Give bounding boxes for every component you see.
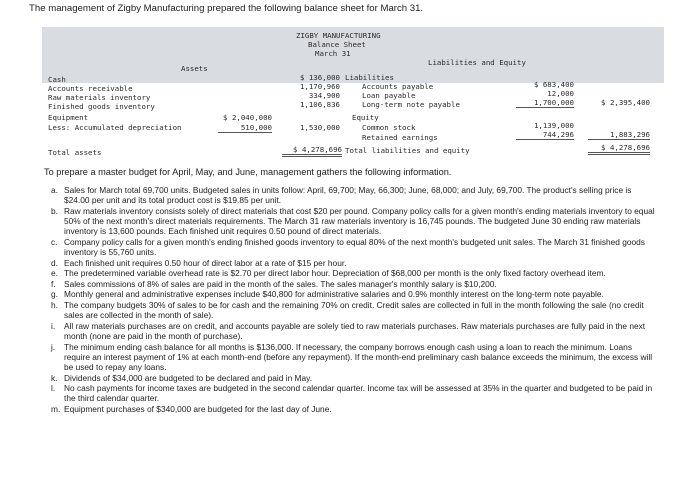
list-item — [51, 237, 655, 257]
equity-amount: 1,139,000 — [533, 121, 574, 130]
asset-amount: 1,530,000 — [299, 123, 340, 132]
item-text: The company budgets 30% of sales to be for cash and the remaining 70% on credit. Credit sales are collected in full in the month following the sale (no credit sales are collected in the month of sale). — [64, 299, 644, 321]
asset-amount: 1,106,836 — [299, 100, 340, 109]
budget-intro: To prepare a master budget for April, May, and June, management gathers the following information. — [44, 167, 452, 177]
total-liabilities-amount: $ 2,395,400 — [601, 98, 650, 107]
liability-amount: $ 683,400 — [533, 80, 574, 89]
asset-label: Finished goods inventory — [48, 102, 155, 111]
item-label: c. — [51, 236, 58, 247]
list-item — [51, 373, 655, 383]
item-text: Sales for March total 69,700 units. Budgeted sales in units follow: April, 69,700; May, 66,300; June, 68,000; and July, 69,700. The product's selling price is $24.00 per unit and its total product cost is $19.85 per unit. — [64, 185, 632, 206]
total-assets-label: Total assets — [48, 148, 102, 157]
company-name: ZIGBY MANUFACTURING — [296, 31, 381, 40]
total-le-label: Total liabilities and equity — [345, 146, 470, 155]
item-label: k. — [51, 372, 58, 383]
liability-amount: 12,000 — [547, 89, 574, 98]
asset-label: Raw materials inventory — [48, 93, 151, 102]
equity-item-label: Retained earnings — [362, 133, 438, 142]
sheet-date: March 31 — [315, 49, 351, 58]
item-label: l. — [51, 383, 56, 394]
item-text: Sales commissions of 8% of sales are paid in the month of the sales. The sales manager's monthly salary is $10,200. — [64, 278, 497, 289]
list-item — [51, 279, 655, 289]
item-text: Each finished unit requires 0.50 hour of direct labor at a rate of $15 per hour. — [64, 257, 347, 268]
item-label: e. — [51, 268, 58, 279]
liability-label: Loan payable — [362, 91, 416, 100]
item-label: m. — [51, 403, 61, 414]
budget-info-list — [51, 185, 655, 415]
asset-amount: 1,170,960 — [299, 82, 340, 91]
liability-label: Long-term note payable — [362, 100, 460, 109]
item-text: Raw materials inventory consists solely of direct materials that cost $20 per pound. Company policy calls for a given month's ending materials inventory to equal 50% of the next month's direct materials requirements. The March 31 raw materials inventory is 16,745 pounds. The budgeted June 30 ending raw materials inventory is 13,600 pounds. Each finished unit requires 0.50 pound of direct materials. — [64, 205, 655, 237]
asset-label: Accounts receivable — [48, 84, 133, 93]
list-item — [51, 342, 655, 373]
item-label: d. — [51, 257, 58, 268]
equipment-amount: $ 2,040,000 — [223, 113, 272, 122]
liability-amount: 1,700,000 — [516, 98, 574, 108]
equity-amount: 744,296 — [516, 130, 574, 140]
item-label: b. — [51, 205, 58, 216]
liabilities-label: Liabilities — [345, 73, 394, 82]
item-label: h. — [51, 299, 58, 310]
item-text: Monthly general and administrative expenses include $40,800 for administrative salaries and 0.9% monthly interest on the long-term note payable. — [64, 289, 604, 300]
list-item — [51, 383, 655, 403]
list-item — [51, 268, 655, 278]
sheet-subtitle: Balance Sheet — [308, 40, 366, 49]
item-text: Equipment purchases of $340,000 are budgeted for the last day of June. — [64, 403, 332, 414]
liability-label: Accounts payable — [362, 82, 434, 91]
item-text: All raw materials purchases are on credit, and accounts payable are solely tied to raw materials purchases. Raw materials purchases are fully paid in the next month (none are paid in the month of purchase). — [64, 320, 646, 341]
total-le-amount: $ 4,278,696 — [588, 143, 650, 155]
equity-label: Equity — [352, 113, 379, 122]
item-label: j. — [51, 341, 56, 352]
balance-sheet — [42, 27, 664, 161]
item-text: The minimum ending cash balance for all months is $136,000. If necessary, the company borrows enough cash using a loan to reach the minimum. Loans require an interest payment of 1% at each month-end (before any repayment). If the month-end preliminary cash balance exceeds the minimum, the excess will be used to repay any loans. — [64, 341, 653, 372]
list-item — [51, 258, 655, 268]
list-item — [51, 289, 655, 299]
intro-text: The management of Zigby Manufacturing prepared the following balance sheet for March 31. — [29, 3, 424, 14]
item-label: g. — [51, 289, 58, 300]
equity-item-label: Common stock — [362, 123, 416, 132]
list-item — [51, 185, 655, 205]
accum-depr-amount: 510,000 — [218, 123, 272, 133]
item-label: f. — [51, 278, 56, 289]
asset-amount: 334,900 — [308, 91, 340, 100]
item-text: The predetermined variable overhead rate is $2.70 per direct labor hour. Depreciation of $68,000 per month is the only fixed factory overhead item. — [64, 268, 606, 279]
asset-amount: $ 136,000 — [299, 73, 340, 82]
assets-heading: Assets — [181, 64, 208, 73]
list-item — [51, 206, 655, 237]
list-item — [51, 300, 655, 320]
item-label: i. — [51, 320, 56, 331]
total-equity-amount: 1,883,296 — [588, 130, 650, 140]
asset-label: Less: Accumulated depreciation — [48, 123, 182, 132]
list-item — [51, 404, 655, 414]
asset-label: Equipment — [48, 113, 89, 122]
item-text: No cash payments for income taxes are budgeted in the second calendar quarter. Income tax will be assessed at 35% in the quarter and budgeted to be paid in the third calendar quarter. — [64, 383, 653, 404]
total-assets-amount: $ 4,278,696 — [282, 145, 342, 157]
list-item — [51, 321, 655, 341]
liab-equity-heading: Liabilities and Equity — [428, 58, 526, 67]
item-text: Dividends of $34,000 are budgeted to be declared and paid in May. — [64, 372, 313, 383]
item-label: a. — [51, 185, 58, 195]
item-text: Company policy calls for a given month's ending finished goods inventory to equal 80% of the next month's budgeted unit sales. The March 31 finished goods inventory is 55,760 units. — [64, 236, 645, 257]
asset-label: Cash — [48, 75, 66, 84]
